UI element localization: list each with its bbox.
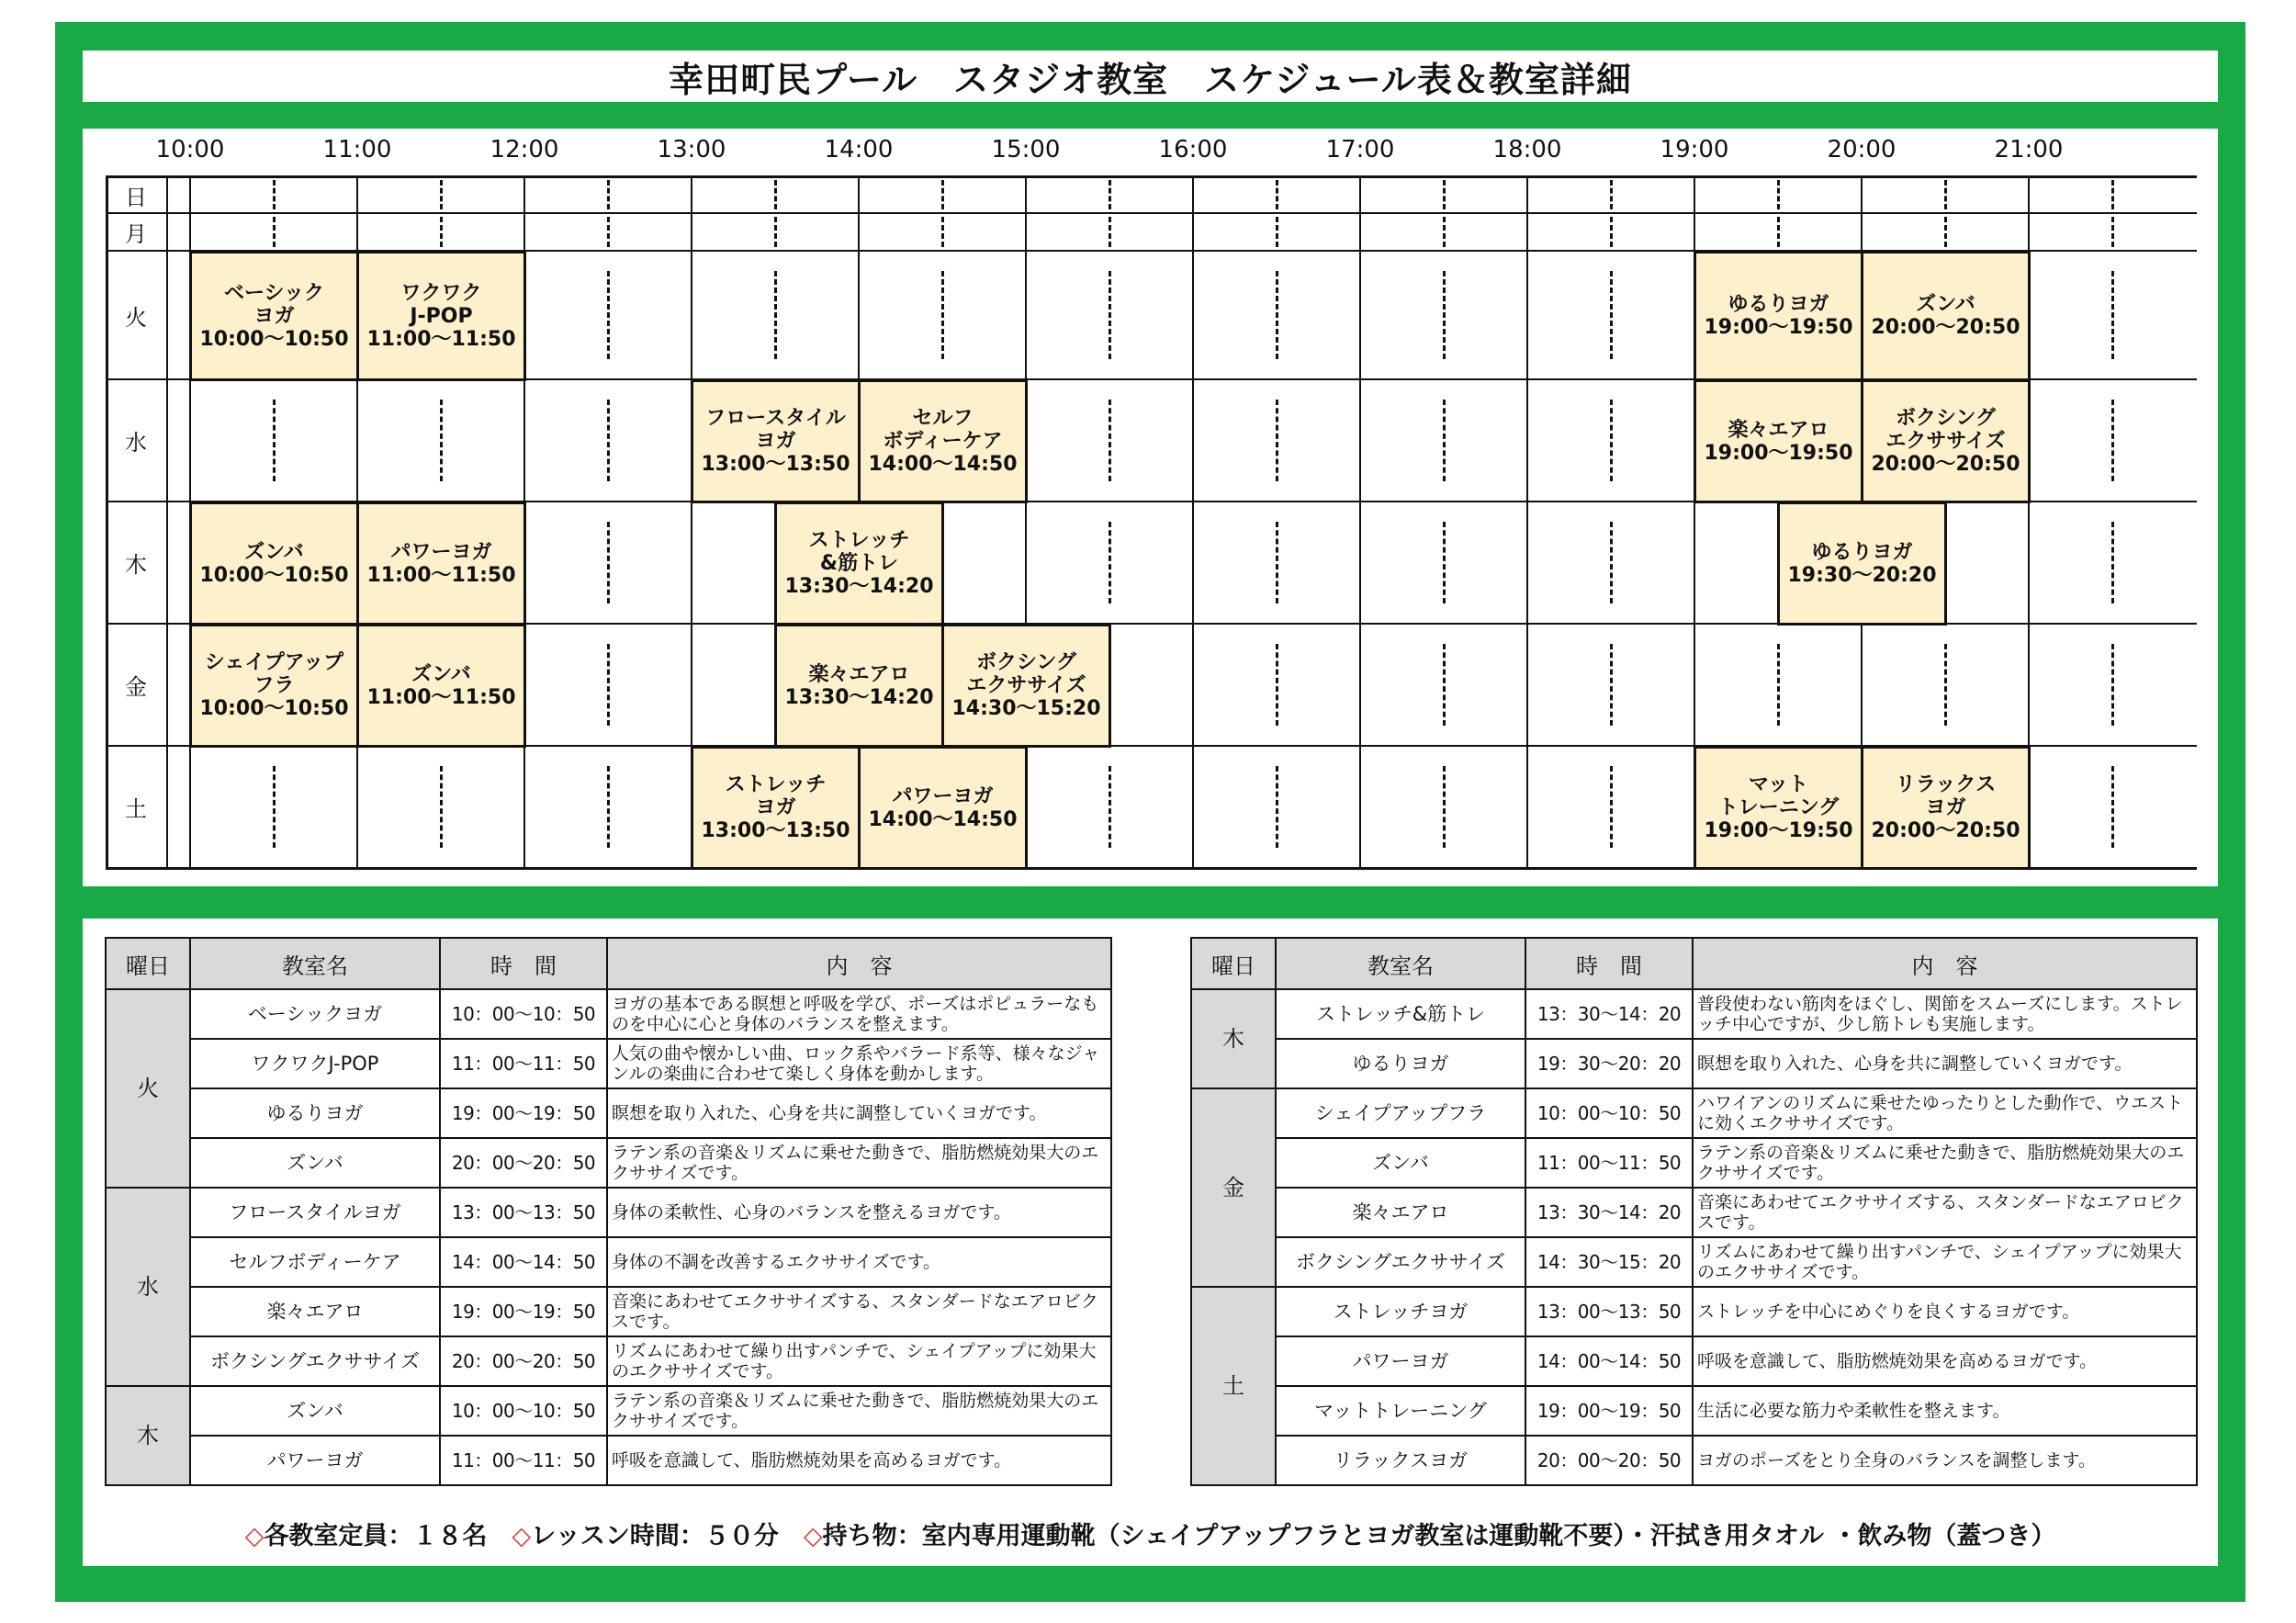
class-line: 13:00～13:50 bbox=[701, 819, 850, 842]
diamond-icon: ◇ bbox=[803, 1522, 823, 1550]
class-name-cell: ワクワクJ-POP bbox=[190, 1039, 440, 1088]
grid-line-dashed bbox=[2111, 180, 2114, 209]
grid-line-dashed bbox=[941, 217, 944, 247]
class-name-cell: ゆるりヨガ bbox=[190, 1088, 440, 1138]
class-name-cell: マットトレーニング bbox=[1276, 1386, 1525, 1436]
grid-line-h bbox=[106, 175, 2197, 178]
table-row bbox=[106, 1386, 1111, 1436]
grid-line-dashed bbox=[1443, 522, 1446, 603]
time-label: 11:00 bbox=[322, 136, 392, 163]
class-desc-cell: 音楽にあわせてエクササイズする、スタンダードなエアロビクスです。 bbox=[607, 1287, 1111, 1336]
class-line: フラ bbox=[253, 674, 295, 697]
table-row bbox=[1191, 1039, 2197, 1088]
class-desc-cell: ヨガの基本である瞑想と呼吸を学び、ポーズはポピュラーなものを中心に心と身体のバランスを整えます。 bbox=[607, 989, 1111, 1039]
table-row bbox=[106, 1088, 1111, 1138]
class-name-cell: パワーヨガ bbox=[1276, 1336, 1525, 1386]
class-block bbox=[1777, 502, 1947, 626]
class-line: ゆるりヨガ bbox=[1728, 293, 1829, 316]
class-desc-cell: 呼吸を意識して、脂肪燃焼効果を高めるヨガです。 bbox=[607, 1436, 1111, 1485]
class-line: ズンバ bbox=[411, 662, 471, 686]
grid-line-dashed bbox=[1610, 522, 1613, 603]
belongings-note: 持ち物：室内専用運動靴（シェイプアップフラとヨガ教室は運動靴不要）・汗拭き用タオル ・飲み物（蓋つき） bbox=[822, 1522, 2056, 1550]
day-label: 金 bbox=[125, 674, 147, 700]
class-time-cell: 13：00～13：50 bbox=[440, 1188, 607, 1237]
header-desc: 内 容 bbox=[1693, 938, 2197, 989]
class-line: 20:00～20:50 bbox=[1871, 453, 2020, 476]
grid-line-dashed bbox=[2111, 766, 2114, 848]
class-time-cell: 14：00～14：50 bbox=[440, 1237, 607, 1287]
class-desc-cell: ハワイアンのリズムに乗せたゆったりとした動作で、ウエストに効くエクササイズです。 bbox=[1693, 1088, 2197, 1138]
grid-line-dashed bbox=[1276, 271, 1278, 359]
footer-note bbox=[83, 1516, 2218, 1551]
class-name-cell: パワーヨガ bbox=[190, 1436, 440, 1485]
class-block bbox=[941, 624, 1111, 748]
grid-line-dashed bbox=[1777, 644, 1780, 726]
class-desc-cell: 人気の曲や懐かしい曲、ロック系やバラード系等、様々なジャンルの楽曲に合わせて楽しく身体を動かします。 bbox=[607, 1039, 1111, 1088]
day-cell: 水 bbox=[106, 1188, 190, 1386]
class-line: 20:00～20:50 bbox=[1871, 316, 2020, 339]
grid-line-dashed bbox=[273, 766, 276, 848]
table-row bbox=[106, 1188, 1111, 1237]
class-time-cell: 13：00～13：50 bbox=[1525, 1287, 1693, 1336]
class-time-cell: 11：00～11：50 bbox=[440, 1039, 607, 1088]
day-cell: 土 bbox=[1191, 1287, 1276, 1485]
class-line: 14:00～14:50 bbox=[868, 807, 1018, 831]
grid-line-dashed bbox=[273, 217, 276, 247]
time-label: 20:00 bbox=[1827, 136, 1896, 163]
grid-line-dashed bbox=[1276, 644, 1278, 726]
class-time-cell: 19：00～19：50 bbox=[1525, 1386, 1693, 1436]
grid-line-dashed bbox=[1443, 400, 1446, 481]
class-block bbox=[189, 502, 359, 626]
grid-line-dashed bbox=[1109, 522, 1111, 603]
time-label: 12:00 bbox=[490, 136, 559, 163]
class-line: 11:00～11:50 bbox=[366, 563, 516, 587]
class-name-cell: 楽々エアロ bbox=[190, 1287, 440, 1336]
class-line: シェイプアップ bbox=[204, 651, 344, 674]
class-line: ボクシング bbox=[975, 651, 1076, 674]
class-line: 13:30～14:20 bbox=[784, 575, 934, 598]
table-row bbox=[1191, 1386, 2197, 1436]
class-block bbox=[1694, 251, 1863, 381]
class-line: ヨガ bbox=[253, 304, 295, 328]
class-desc-cell: 瞑想を取り入れた、心身を共に調整していくヨガです。 bbox=[607, 1088, 1111, 1138]
class-line: ズンバ bbox=[244, 540, 304, 564]
class-block bbox=[1861, 379, 2031, 503]
table-row bbox=[1191, 1138, 2197, 1188]
time-label: 17:00 bbox=[1325, 136, 1395, 163]
time-label: 15:00 bbox=[991, 136, 1061, 163]
grid-line-dashed bbox=[2111, 400, 2114, 481]
time-label: 13:00 bbox=[657, 136, 726, 163]
grid-line-dashed bbox=[1276, 180, 1278, 209]
grid-line-dashed bbox=[1944, 217, 1947, 247]
class-name-cell: ズンバ bbox=[1276, 1138, 1525, 1188]
table-row bbox=[106, 1039, 1111, 1088]
class-block bbox=[1861, 746, 2031, 870]
grid-line-dashed bbox=[273, 180, 276, 209]
class-line: 14:30～15:20 bbox=[951, 697, 1101, 720]
class-line: J-POP bbox=[410, 304, 473, 328]
class-name-cell: ボクシングエクササイズ bbox=[190, 1336, 440, 1386]
table-row bbox=[106, 1138, 1111, 1188]
class-time-cell: 20：00～20：50 bbox=[1525, 1436, 1693, 1485]
class-line: ヨガ bbox=[1925, 796, 1966, 819]
class-desc-cell: 生活に必要な筋力や柔軟性を整えます。 bbox=[1693, 1386, 2197, 1436]
class-line: ヨガ bbox=[755, 796, 796, 819]
class-block bbox=[774, 502, 944, 626]
class-time-cell: 13：30～14：20 bbox=[1525, 1188, 1693, 1237]
class-name-cell: ベーシックヨガ bbox=[190, 989, 440, 1039]
grid-line-h bbox=[106, 212, 2197, 214]
grid-line-v bbox=[1359, 176, 1361, 868]
time-label: 16:00 bbox=[1158, 136, 1228, 163]
day-cell: 木 bbox=[1191, 989, 1276, 1088]
class-line: リラックス bbox=[1895, 773, 1997, 796]
class-desc-cell: ラテン系の音楽＆リズムに乗せた動きで、脂肪燃焼効果大のエクササイズです。 bbox=[1693, 1138, 2197, 1188]
grid-line-dashed bbox=[774, 217, 777, 247]
class-line: ヨガ bbox=[755, 430, 796, 453]
grid-line-v bbox=[1192, 176, 1194, 868]
grid-line-dashed bbox=[1109, 180, 1111, 209]
class-block bbox=[858, 746, 1028, 870]
class-block bbox=[774, 624, 944, 748]
class-line: 10:00～10:50 bbox=[199, 697, 349, 720]
grid-line-dashed bbox=[1610, 217, 1613, 247]
class-desc-cell: ラテン系の音楽＆リズムに乗せた動きで、脂肪燃焼効果大のエクササイズです。 bbox=[607, 1138, 1111, 1188]
day-cell: 火 bbox=[106, 989, 190, 1188]
class-line: セルフ bbox=[912, 407, 974, 430]
grid-line-dashed bbox=[440, 217, 443, 247]
class-line: 11:00～11:50 bbox=[366, 685, 516, 709]
class-line: ゆるりヨガ bbox=[1811, 540, 1913, 564]
class-desc-cell: 呼吸を意識して、脂肪燃焼効果を高めるヨガです。 bbox=[1693, 1336, 2197, 1386]
header-time: 時 間 bbox=[1525, 938, 1693, 989]
class-block bbox=[1694, 746, 1863, 870]
diamond-icon: ◇ bbox=[244, 1522, 264, 1550]
header-name: 教室名 bbox=[190, 938, 440, 989]
grid-line-dashed bbox=[1276, 522, 1278, 603]
grid-line-dashed bbox=[1443, 180, 1446, 209]
class-block bbox=[356, 624, 526, 748]
grid-line-dashed bbox=[1777, 180, 1780, 209]
grid-line-v bbox=[1526, 176, 1528, 868]
class-desc-cell: 身体の不調を改善するエクササイズです。 bbox=[607, 1237, 1111, 1287]
header-time: 時 間 bbox=[440, 938, 607, 989]
class-name-cell: ストレッチヨガ bbox=[1276, 1287, 1525, 1336]
grid-line-dashed bbox=[1276, 766, 1278, 848]
class-name-cell: セルフボディーケア bbox=[190, 1237, 440, 1287]
grid-line-dashed bbox=[607, 766, 610, 848]
class-block bbox=[1694, 379, 1863, 503]
class-line: ストレッチ bbox=[725, 773, 827, 796]
grid-line-dashed bbox=[1109, 400, 1111, 481]
grid-line-dashed bbox=[1443, 217, 1446, 247]
grid-line-dashed bbox=[440, 400, 443, 481]
grid-line-dashed bbox=[440, 766, 443, 848]
grid-line-dashed bbox=[1610, 644, 1613, 726]
table-row bbox=[1191, 1088, 2197, 1138]
class-line: 10:00～10:50 bbox=[199, 327, 349, 351]
class-desc-cell: ラテン系の音楽＆リズムに乗せた動きで、脂肪燃焼効果大のエクササイズです。 bbox=[607, 1386, 1111, 1436]
class-name-cell: ゆるりヨガ bbox=[1276, 1039, 1525, 1088]
header-day: 曜日 bbox=[1191, 938, 1276, 989]
grid-line-dashed bbox=[941, 271, 944, 359]
class-line: パワーヨガ bbox=[390, 540, 492, 564]
class-desc-cell: 普段使わない筋肉をほぐし、関節をスムーズにします。ストレッチ中心ですが、少し筋トレも実施します。 bbox=[1693, 989, 2197, 1039]
grid-line-dashed bbox=[440, 180, 443, 209]
class-time-cell: 14：00～14：50 bbox=[1525, 1336, 1693, 1386]
day-label: 月 bbox=[125, 221, 147, 247]
class-time-cell: 20：00～20：50 bbox=[440, 1138, 607, 1188]
table-row bbox=[1191, 1436, 2197, 1485]
class-line: ワクワク bbox=[400, 281, 482, 305]
class-time-cell: 11：00～11：50 bbox=[1525, 1138, 1693, 1188]
class-time-cell: 14：30～15：20 bbox=[1525, 1237, 1693, 1287]
class-line: フロースタイル bbox=[705, 407, 846, 430]
class-time-cell: 19：30～20：20 bbox=[1525, 1039, 1693, 1088]
table-row bbox=[106, 1336, 1111, 1386]
table-row bbox=[1191, 989, 2197, 1039]
class-block bbox=[356, 251, 526, 381]
header-desc: 内 容 bbox=[607, 938, 1111, 989]
capacity-note: 各教室定員：１８名 bbox=[264, 1522, 488, 1550]
table-row bbox=[1191, 1287, 2197, 1336]
class-line: 20:00～20:50 bbox=[1871, 819, 2020, 842]
class-desc-cell: リズムにあわせて繰り出すパンチで、シェイプアップに効果大のエクササイズです。 bbox=[607, 1336, 1111, 1386]
class-block bbox=[356, 502, 526, 626]
class-name-cell: ズンバ bbox=[190, 1386, 440, 1436]
class-block bbox=[189, 251, 359, 381]
grid-line-dashed bbox=[1443, 271, 1446, 359]
class-line: マット bbox=[1748, 773, 1809, 796]
table-row bbox=[1191, 1336, 2197, 1386]
day-label: 木 bbox=[125, 552, 147, 578]
class-name-cell: リラックスヨガ bbox=[1276, 1436, 1525, 1485]
table-row bbox=[1191, 1188, 2197, 1237]
class-line: 楽々エアロ bbox=[808, 662, 910, 686]
grid-line-dashed bbox=[273, 400, 276, 481]
grid-line-dashed bbox=[2111, 644, 2114, 726]
grid-line-dashed bbox=[607, 400, 610, 481]
class-desc-cell: ストレッチを中心にめぐりを良くするヨガです。 bbox=[1693, 1287, 2197, 1336]
page-title: 幸田町民プール スタジオ教室 スケジュール表＆教室詳細 bbox=[83, 51, 2218, 102]
grid-line-dashed bbox=[1610, 766, 1613, 848]
class-line: ストレッチ bbox=[808, 529, 910, 552]
grid-line-dashed bbox=[2111, 271, 2114, 359]
details-table-right bbox=[1190, 937, 2198, 1486]
class-block bbox=[691, 746, 861, 870]
class-desc-cell: 身体の柔軟性、心身のバランスを整えるヨガです。 bbox=[607, 1188, 1111, 1237]
schedule-grid bbox=[83, 129, 2218, 886]
class-time-cell: 10：00～10：50 bbox=[440, 989, 607, 1039]
table-row bbox=[106, 1237, 1111, 1287]
class-line: 10:00～10:50 bbox=[199, 563, 349, 587]
class-time-cell: 10：00～10：50 bbox=[1525, 1088, 1693, 1138]
class-name-cell: ボクシングエクササイズ bbox=[1276, 1237, 1525, 1287]
table-row bbox=[106, 989, 1111, 1039]
class-line: パワーヨガ bbox=[892, 784, 994, 808]
grid-line-dashed bbox=[1109, 271, 1111, 359]
grid-line-v bbox=[166, 176, 168, 868]
class-block bbox=[691, 379, 861, 503]
class-name-cell: フロースタイルヨガ bbox=[190, 1188, 440, 1237]
grid-line-dashed bbox=[1109, 766, 1111, 848]
class-name-cell: ズンバ bbox=[190, 1138, 440, 1188]
header-name: 教室名 bbox=[1276, 938, 1525, 989]
class-desc-cell: リズムにあわせて繰り出すパンチで、シェイプアップに効果大のエクササイズです。 bbox=[1693, 1237, 2197, 1287]
grid-line-dashed bbox=[1944, 180, 1947, 209]
class-line: エクササイズ bbox=[1885, 430, 2006, 453]
time-label: 18:00 bbox=[1492, 136, 1562, 163]
grid-line-dashed bbox=[1610, 180, 1613, 209]
class-name-cell: 楽々エアロ bbox=[1276, 1188, 1525, 1237]
grid-line-dashed bbox=[1109, 217, 1111, 247]
class-line: 19:00～19:50 bbox=[1704, 316, 1853, 339]
time-label: 14:00 bbox=[824, 136, 894, 163]
grid-line-dashed bbox=[1443, 644, 1446, 726]
class-line: エクササイズ bbox=[966, 674, 1086, 697]
class-line: 19:00～19:50 bbox=[1704, 819, 1853, 842]
grid-line-dashed bbox=[1944, 644, 1947, 726]
class-desc-cell: ヨガのポーズをとり全身のバランスを調整します。 bbox=[1693, 1436, 2197, 1485]
time-label: 19:00 bbox=[1660, 136, 1729, 163]
grid-line-dashed bbox=[607, 180, 610, 209]
day-label: 日 bbox=[125, 184, 147, 210]
time-label: 21:00 bbox=[1994, 136, 2064, 163]
time-label: 10:00 bbox=[155, 136, 225, 163]
class-time-cell: 10：00～10：50 bbox=[440, 1386, 607, 1436]
class-line: 13:30～14:20 bbox=[784, 685, 934, 709]
class-details bbox=[83, 919, 2218, 1566]
class-line: トレーニング bbox=[1717, 796, 1840, 819]
table-row bbox=[106, 1436, 1111, 1485]
class-time-cell: 13：30～14：20 bbox=[1525, 989, 1693, 1039]
class-time-cell: 19：00～19：50 bbox=[440, 1287, 607, 1336]
grid-line-dashed bbox=[2111, 522, 2114, 603]
grid-line-dashed bbox=[1276, 217, 1278, 247]
class-block bbox=[1861, 251, 2031, 381]
grid-line-dashed bbox=[2111, 217, 2114, 247]
grid-line-dashed bbox=[1443, 766, 1446, 848]
diamond-icon: ◇ bbox=[512, 1522, 532, 1550]
class-time-cell: 20：00～20：50 bbox=[440, 1336, 607, 1386]
grid-line-dashed bbox=[1610, 400, 1613, 481]
class-line: 13:00～13:50 bbox=[701, 453, 850, 476]
grid-line-dashed bbox=[607, 217, 610, 247]
class-block bbox=[189, 624, 359, 748]
class-line: ベーシック bbox=[223, 281, 325, 305]
header-day: 曜日 bbox=[106, 938, 190, 989]
class-block bbox=[858, 379, 1028, 503]
class-line: ボクシング bbox=[1895, 407, 1996, 430]
class-line: 14:00～14:50 bbox=[868, 453, 1018, 476]
day-cell: 木 bbox=[106, 1386, 190, 1485]
duration-note: レッスン時間：５０分 bbox=[531, 1522, 779, 1550]
grid-line-dashed bbox=[607, 271, 610, 359]
grid-line-dashed bbox=[774, 271, 777, 359]
class-line: 楽々エアロ bbox=[1728, 418, 1829, 442]
class-time-cell: 11：00～11：50 bbox=[440, 1436, 607, 1485]
class-line: 11:00～11:50 bbox=[366, 327, 516, 351]
day-label: 火 bbox=[125, 304, 147, 331]
grid-line-dashed bbox=[941, 180, 944, 209]
day-label: 土 bbox=[125, 796, 147, 822]
grid-line-dashed bbox=[1610, 271, 1613, 359]
class-time-cell: 19：00～19：50 bbox=[440, 1088, 607, 1138]
grid-line-dashed bbox=[1777, 217, 1780, 247]
class-line: &筋トレ bbox=[819, 552, 899, 575]
class-line: ズンバ bbox=[1916, 293, 1975, 316]
day-label: 水 bbox=[125, 430, 147, 456]
grid-line-dashed bbox=[607, 522, 610, 603]
table-row bbox=[1191, 1237, 2197, 1287]
grid-line-dashed bbox=[607, 644, 610, 726]
grid-line-dashed bbox=[774, 180, 777, 209]
table-row bbox=[106, 1287, 1111, 1336]
class-name-cell: シェイプアップフラ bbox=[1276, 1088, 1525, 1138]
class-name-cell: ストレッチ&筋トレ bbox=[1276, 989, 1525, 1039]
class-line: 19:30～20:20 bbox=[1787, 563, 1937, 587]
class-line: 19:00～19:50 bbox=[1704, 441, 1853, 465]
grid-line-dashed bbox=[1276, 400, 1278, 481]
day-cell: 金 bbox=[1191, 1088, 1276, 1287]
details-table-left bbox=[105, 937, 1112, 1486]
class-desc-cell: 瞑想を取り入れた、心身を共に調整していくヨガです。 bbox=[1693, 1039, 2197, 1088]
class-line: ボディーケア bbox=[883, 430, 1003, 453]
class-desc-cell: 音楽にあわせてエクササイズする、スタンダードなエアロビクスです。 bbox=[1693, 1188, 2197, 1237]
